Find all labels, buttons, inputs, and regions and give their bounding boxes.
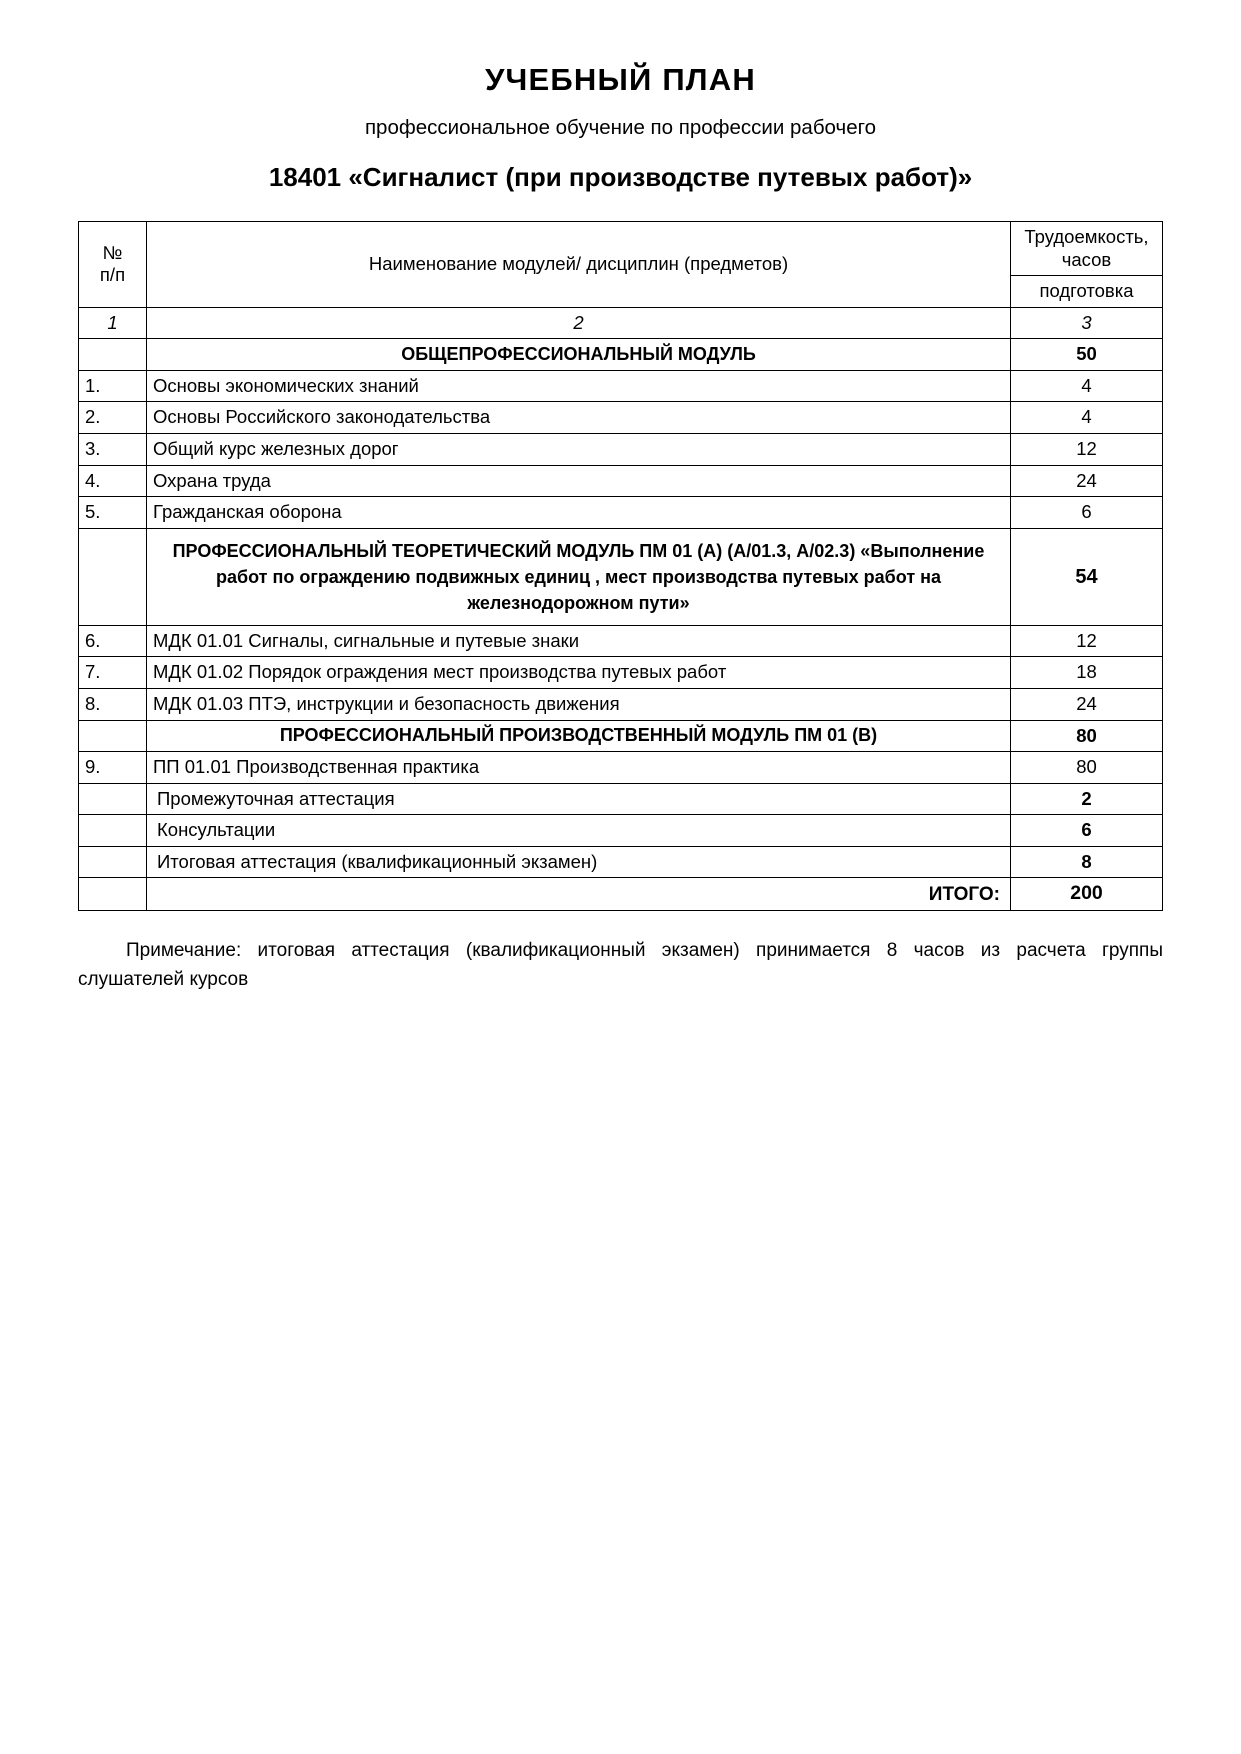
table-row: [79, 497, 1163, 529]
row-name: Итоговая аттестация (квалификационный экзамен): [147, 846, 1011, 878]
table-head: [79, 222, 1163, 339]
row-hours: 12: [1011, 433, 1163, 465]
row-number: 2.: [79, 402, 147, 434]
total-empty-cell: [79, 878, 147, 911]
row-hours: 8: [1011, 846, 1163, 878]
row-name: Промежуточная аттестация: [147, 783, 1011, 815]
row-hours: 24: [1011, 689, 1163, 721]
column-number-1: 1: [79, 307, 147, 339]
header-hours: [1011, 222, 1163, 276]
column-number-3: 3: [1011, 307, 1163, 339]
table-row: [79, 625, 1163, 657]
row-name: Общий курс железных дорог: [147, 433, 1011, 465]
row-number: [79, 846, 147, 878]
row-number: 9.: [79, 752, 147, 784]
row-hours: 80: [1011, 720, 1163, 752]
table-column-numbers-row: [79, 307, 1163, 339]
table-row: [79, 528, 1163, 625]
header-number-line2: п/п: [99, 264, 126, 286]
table-row: [79, 720, 1163, 752]
row-hours: 2: [1011, 783, 1163, 815]
row-name: Основы Российского законодательства: [147, 402, 1011, 434]
table-row: [79, 657, 1163, 689]
row-hours: 6: [1011, 815, 1163, 847]
row-hours: 12: [1011, 625, 1163, 657]
row-hours: 24: [1011, 465, 1163, 497]
row-name: МДК 01.01 Сигналы, сигнальные и путевые знаки: [147, 625, 1011, 657]
row-name: МДК 01.03 ПТЭ, инструкции и безопасность движения: [147, 689, 1011, 721]
row-name: ПРОФЕССИОНАЛЬНЫЙ ПРОИЗВОДСТВЕННЫЙ МОДУЛЬ ПМ 01 (В): [147, 720, 1011, 752]
row-number: 7.: [79, 657, 147, 689]
row-hours: 4: [1011, 370, 1163, 402]
row-name: Консультации: [147, 815, 1011, 847]
table-header-row: [79, 222, 1163, 276]
row-number: 6.: [79, 625, 147, 657]
curriculum-table: [78, 221, 1163, 911]
row-hours: 50: [1011, 339, 1163, 371]
table-row: [79, 689, 1163, 721]
header-hours-sub: подготовка: [1011, 276, 1163, 308]
table-body: [79, 339, 1163, 911]
row-hours: 80: [1011, 752, 1163, 784]
row-number: [79, 339, 147, 371]
row-name: ПРОФЕССИОНАЛЬНЫЙ ТЕОРЕТИЧЕСКИЙ МОДУЛЬ ПМ 01 (А) (А/01.3, А/02.3) «Выполнение работ по ограждению подвижных единиц , мест производства путевых работ на железнодорожном пути»: [147, 528, 1011, 625]
row-name: МДК 01.02 Порядок ограждения мест производства путевых работ: [147, 657, 1011, 689]
row-name: Основы экономических знаний: [147, 370, 1011, 402]
table-row: [79, 370, 1163, 402]
row-number: [79, 783, 147, 815]
row-name: Охрана труда: [147, 465, 1011, 497]
row-number: [79, 528, 147, 625]
note-text: Примечание: итоговая аттестация (квалификационный экзамен) принимается 8 часов из расчета группы слушателей курсов: [78, 940, 1163, 990]
page-subtitle: профессиональное обучение по профессии рабочего: [364, 116, 877, 139]
header-name: Наименование модулей/ дисциплин (предметов): [147, 222, 1011, 308]
total-label: ИТОГО:: [147, 878, 1011, 911]
row-hours: 4: [1011, 402, 1163, 434]
table-row: [79, 846, 1163, 878]
profession-title: 18401 «Сигналист (при производстве путевых работ)»: [268, 162, 973, 192]
table-row: [79, 783, 1163, 815]
row-number: 8.: [79, 689, 147, 721]
header-hours-line1: Трудоемкость,: [1024, 226, 1149, 247]
table-row: [79, 752, 1163, 784]
row-number: 4.: [79, 465, 147, 497]
header-number: [79, 222, 147, 308]
header-number-line1: №: [102, 241, 123, 263]
table-row: [79, 815, 1163, 847]
row-hours: 18: [1011, 657, 1163, 689]
row-number: 1.: [79, 370, 147, 402]
row-name: ПП 01.01 Производственная практика: [147, 752, 1011, 784]
row-name: ОБЩЕПРОФЕССИОНАЛЬНЫЙ МОДУЛЬ: [147, 339, 1011, 371]
row-number: [79, 815, 147, 847]
row-hours: 54: [1011, 528, 1163, 625]
column-number-2: 2: [147, 307, 1011, 339]
table-row: [79, 339, 1163, 371]
row-number: 5.: [79, 497, 147, 529]
table-row: [79, 402, 1163, 434]
row-number: 3.: [79, 433, 147, 465]
header-hours-line2: часов: [1061, 248, 1112, 270]
total-hours: 200: [1011, 878, 1163, 911]
page-title: УЧЕБНЫЙ ПЛАН: [485, 62, 756, 97]
row-hours: 6: [1011, 497, 1163, 529]
table-row: [79, 465, 1163, 497]
table-row: [79, 433, 1163, 465]
table-total-row: [79, 878, 1163, 911]
row-name: Гражданская оборона: [147, 497, 1011, 529]
row-number: [79, 720, 147, 752]
